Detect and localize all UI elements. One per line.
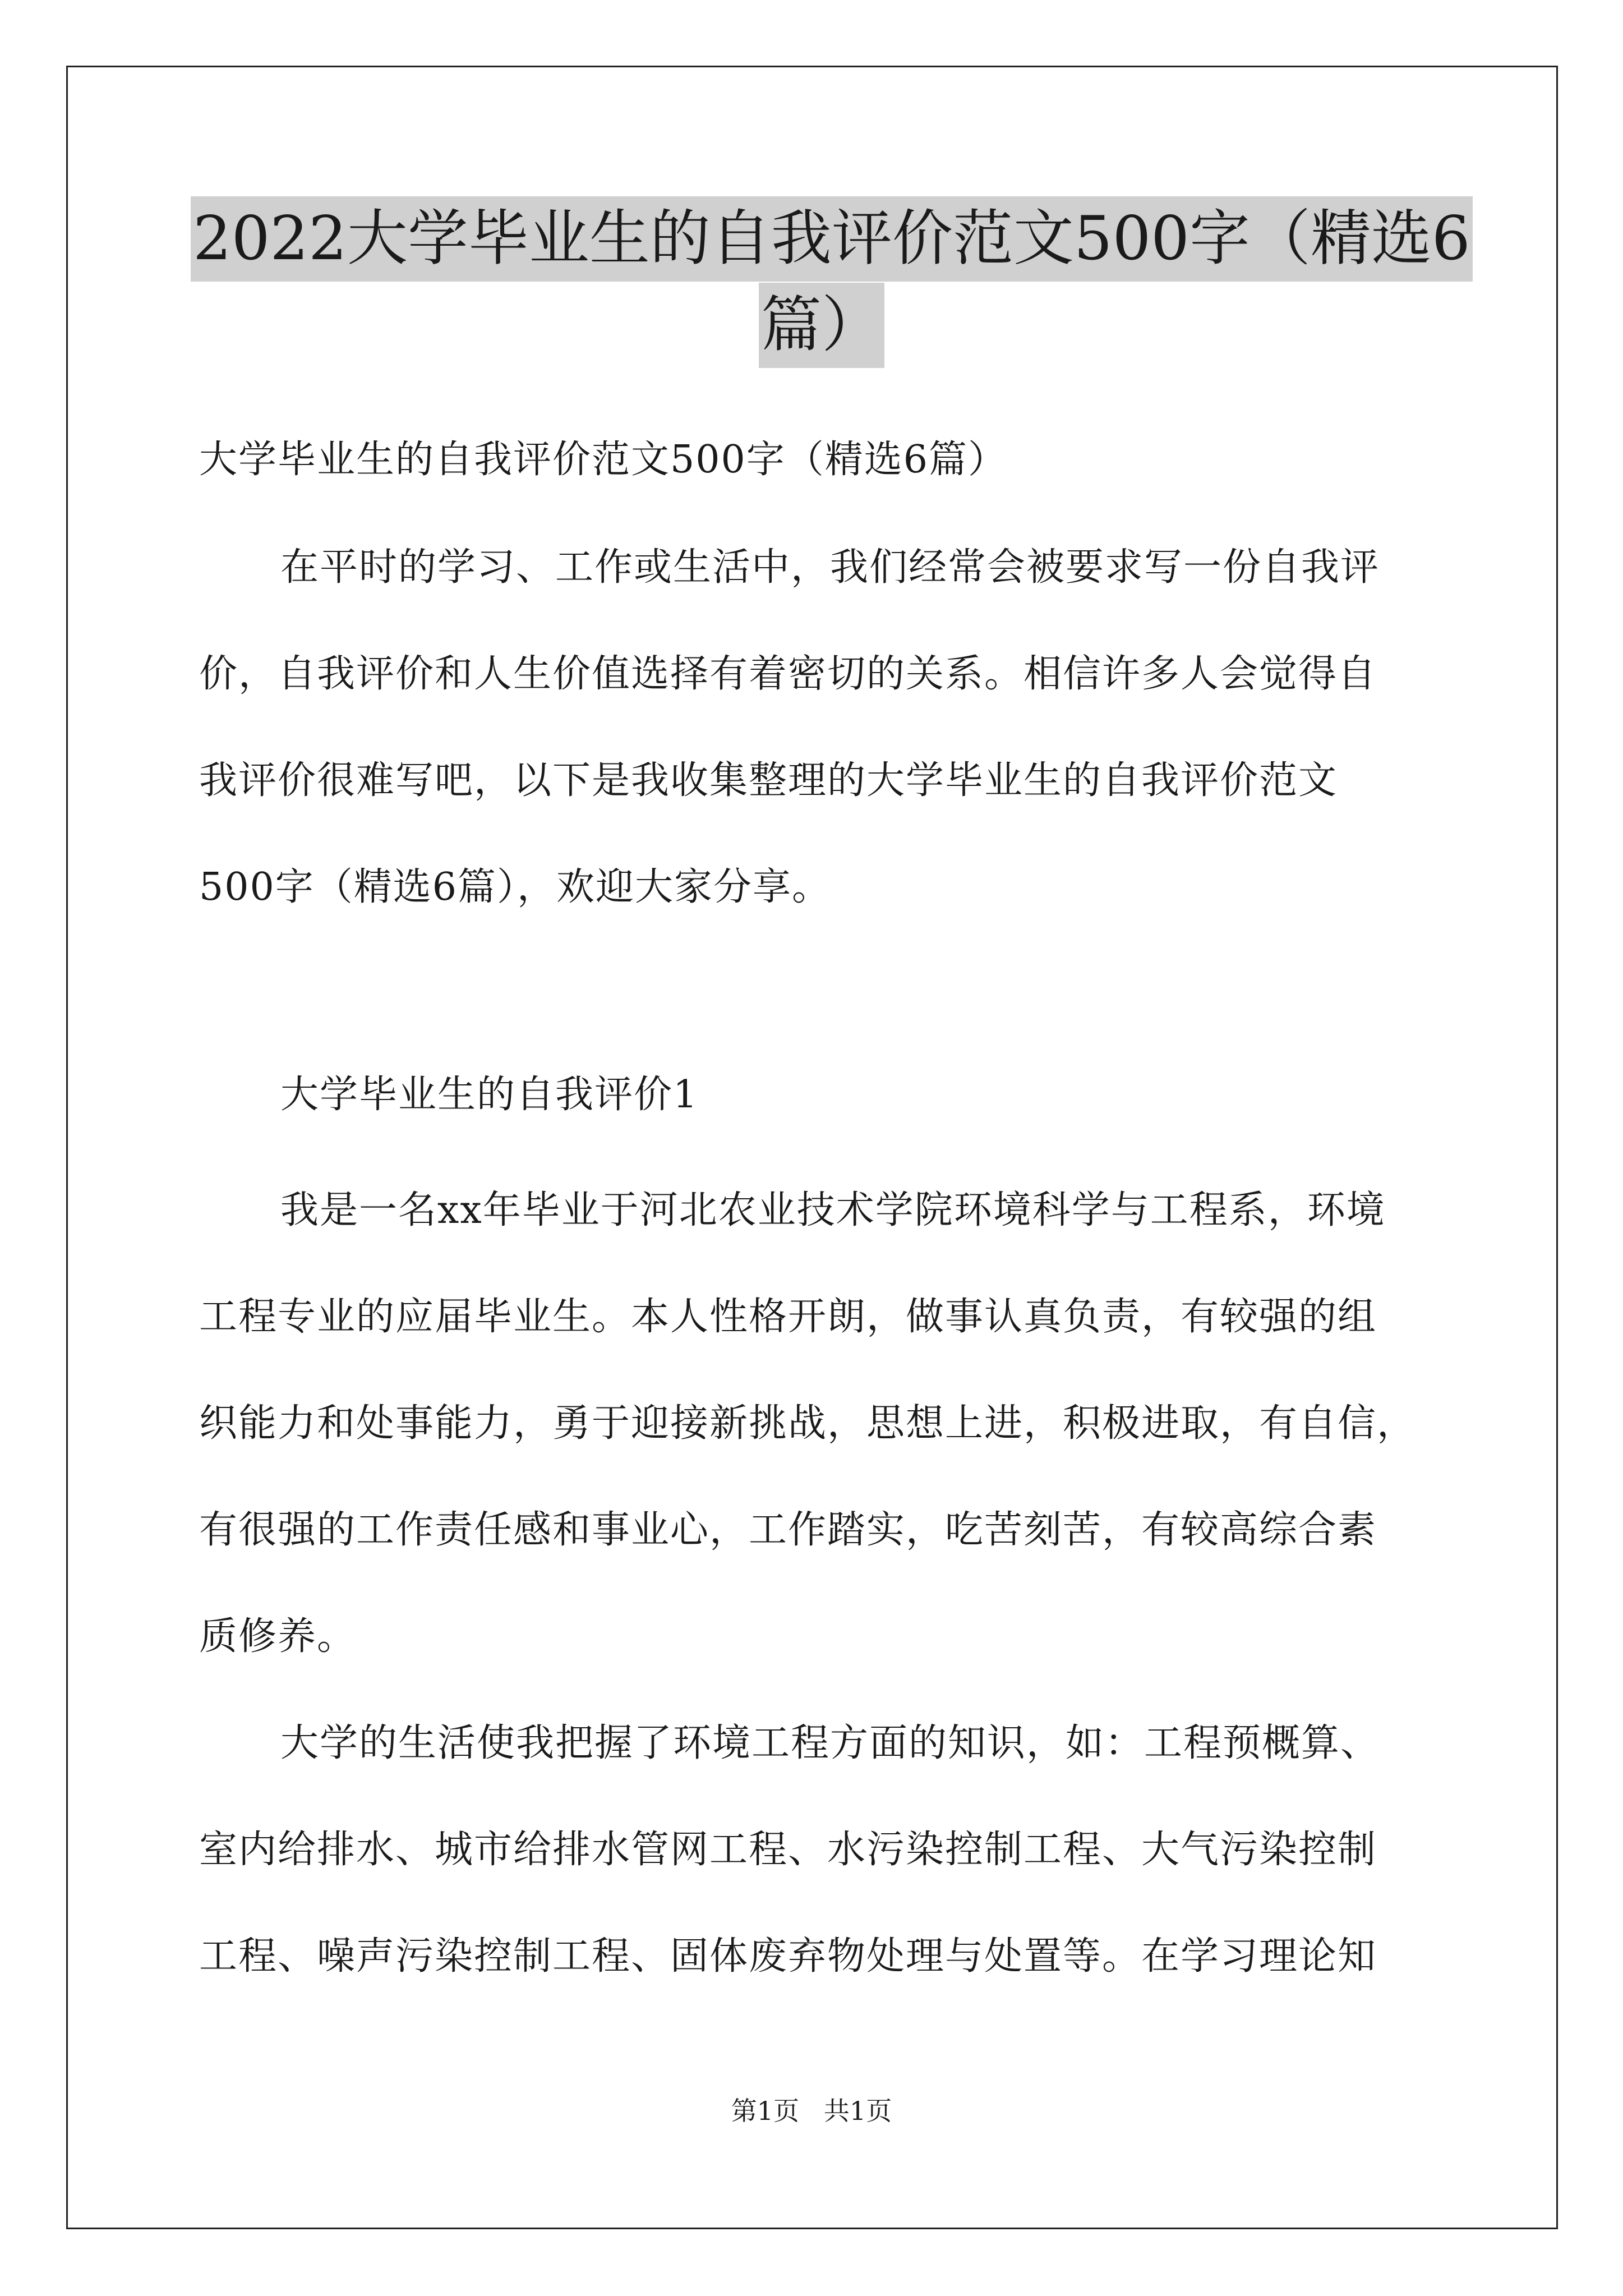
paragraph-intro-line-3: 我评价很难写吧，以下是我收集整理的大学毕业生的自我评价范文 (199, 758, 1338, 803)
subtitle-line: 大学毕业生的自我评价范文500字（精选6篇） (199, 438, 1008, 482)
title-line-2: 篇） (759, 283, 884, 368)
paragraph-intro-line-4: 500字（精选6篇），欢迎大家分享。 (199, 865, 832, 909)
document-title (191, 196, 1470, 368)
paragraph-2-line-2: 室内给排水、城市给排水管网工程、水污染控制工程、大气污染控制 (199, 1828, 1377, 1872)
paragraph-1-line-3: 织能力和处事能力，勇于迎接新挑战，思想上进，积极进取，有自信， (199, 1401, 1417, 1446)
page-footer: 第1页 共1页 (731, 2096, 892, 2126)
paragraph-intro-line-1: 在平时的学习、工作或生活中，我们经常会被要求写一份自我评 (280, 545, 1380, 590)
paragraph-1-line-5: 质修养。 (199, 1614, 357, 1659)
section-heading-1: 大学毕业生的自我评价1 (280, 1073, 699, 1117)
paragraph-1-line-1: 我是一名xx年毕业于河北农业技术学院环境科学与工程系，环境 (280, 1188, 1386, 1232)
page-frame (66, 66, 1558, 2229)
paragraph-2-line-3: 工程、噪声污染控制工程、固体废弃物处理与处置等。在学习理论知 (199, 1934, 1377, 1978)
paragraph-intro-line-2: 价，自我评价和人生价值选择有着密切的关系。相信许多人会觉得自 (199, 652, 1377, 696)
paragraph-2-line-1: 大学的生活使我把握了环境工程方面的知识，如：工程预概算、 (280, 1721, 1380, 1765)
paragraph-1-line-2: 工程专业的应届毕业生。本人性格开朗，做事认真负责，有较强的组 (199, 1295, 1377, 1339)
title-line-1: 2022大学毕业生的自我评价范文500字（精选6 (191, 196, 1473, 282)
paragraph-1-line-4: 有很强的工作责任感和事业心，工作踏实，吃苦刻苦，有较高综合素 (199, 1508, 1377, 1552)
